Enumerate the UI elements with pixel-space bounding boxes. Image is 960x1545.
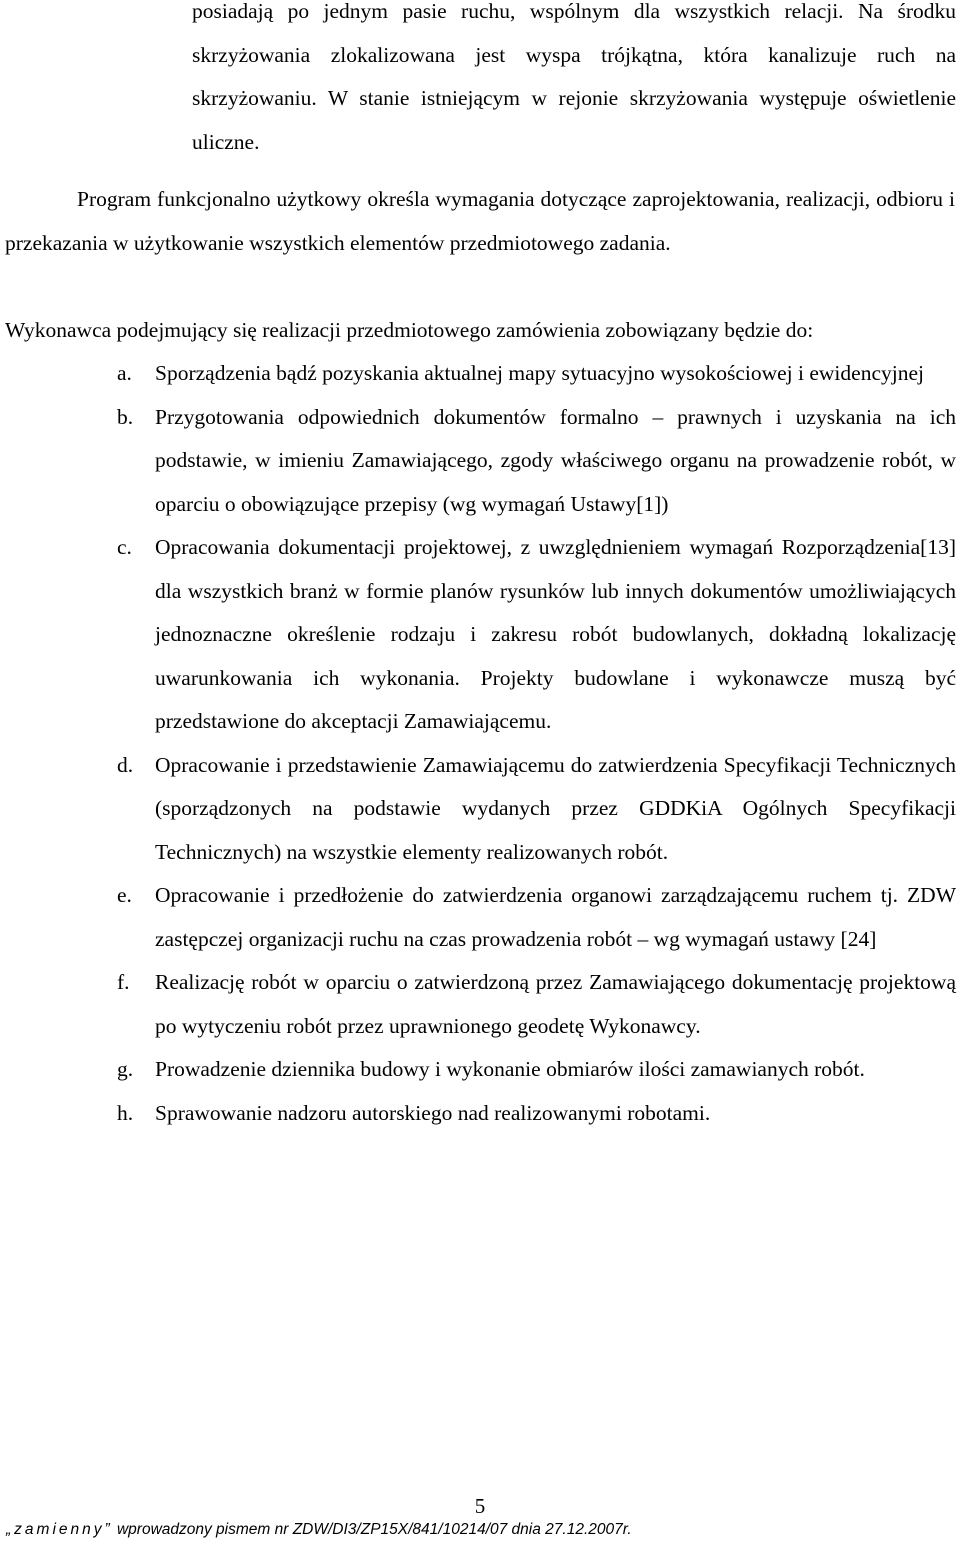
list-item-text: Prowadzenie dziennika budowy i wykonanie obmiarów ilości zamawianych robót. <box>155 1057 865 1081</box>
list-marker: g. <box>117 1057 134 1081</box>
intro-paragraph: posiadają po jednym pasie ruchu, wspólnym dla wszystkich relacji. Na środku skrzyżowania zlokalizowana jest wyspa trójkątna, która kanalizuje ruch na skrzyżowaniu. W stanie istniejącym w rejonie skrzyżowania występuje oświetlenie uliczne. <box>192 0 956 154</box>
list-item <box>0 1092 960 1136</box>
list-marker: b. <box>117 404 134 429</box>
program-paragraph: Program funkcjonalno użytkowy określa wymagania dotyczące zaprojektowania, realizacji, odbioru i przekazania w użytkowanie wszystkich elementów przedmiotowego zadania. <box>5 187 955 255</box>
contractor-lead: Wykonawca podejmujący się realizacji przedmiotowego zamówienia zobowiązany będzie do: <box>5 318 814 342</box>
list-marker: d. <box>117 752 134 777</box>
list-item <box>0 526 960 744</box>
list-marker: a. <box>117 361 132 385</box>
page-number: 5 <box>474 1494 486 1518</box>
list-marker: c. <box>117 535 132 559</box>
list-item <box>0 744 960 875</box>
list-item-text: Przygotowania odpowiednich dokumentów formalno – prawnych i uzyskania na ich podstawie, w imieniu Zamawiającego, zgody właściwego organu na prowadzenie robót, w oparciu o obowiązujące przepisy (wg wymagań Ustawy[1]) <box>155 404 956 516</box>
list-item <box>0 1048 960 1092</box>
footer-note <box>6 1520 632 1540</box>
list-item <box>0 396 960 527</box>
list-item-text: Sporządzenia bądź pozyskania aktualnej mapy sytuacyjno wysokościowej i ewidencyjnej <box>155 361 924 385</box>
list-marker: e. <box>117 883 132 907</box>
list-item <box>0 961 960 1048</box>
list-item-text: Opracowanie i przedłożenie do zatwierdzenia organowi zarządzającemu ruchem tj. ZDW zastępczej organizacji ruchu na czas prowadzenia robót – wg wymagań ustawy [24] <box>155 883 956 951</box>
footer-text: wprowadzony pismem nr ZDW/DI3/ZP15X/841/10214/07 dnia 27.12.2007r. <box>112 1521 632 1538</box>
list-item-text: Opracowanie i przedstawienie Zamawiającemu do zatwierdzenia Specyfikacji Technicznych (sporządzonych na podstawie wydanych przez GDDKiA Ogólnych Specyfikacji Technicznych) na wszystkie elementy realizowanych robót. <box>155 752 956 864</box>
list-marker: f. <box>117 970 130 994</box>
list-item <box>0 352 960 396</box>
list-item-text: Sprawowanie nadzoru autorskiego nad realizowanymi robotami. <box>155 1100 711 1125</box>
list-item-text: Opracowania dokumentacji projektowej, z uwzględnieniem wymagań Rozporządzenia[13] dla wszystkich branż w formie planów rysunków lub innych dokumentów umożliwiających jednoznaczne określenie rodzaju i zakresu robót budowlanych, dokładną lokalizację uwarunkowania ich wykonania. Projekty budowlane i wykonawcze muszą być przedstawione do akceptacji Zamawiającemu. <box>155 535 956 733</box>
list-item <box>0 874 960 961</box>
list-marker: h. <box>117 1100 134 1125</box>
obligations-list <box>0 352 960 1135</box>
list-item-text: Realizację robót w oparciu o zatwierdzoną przez Zamawiającego dokumentację projektową po wytyczeniu robót przez uprawnionego geodetę Wykonawcy. <box>155 970 956 1038</box>
footer-prefix: „zamienny” <box>6 1521 113 1538</box>
